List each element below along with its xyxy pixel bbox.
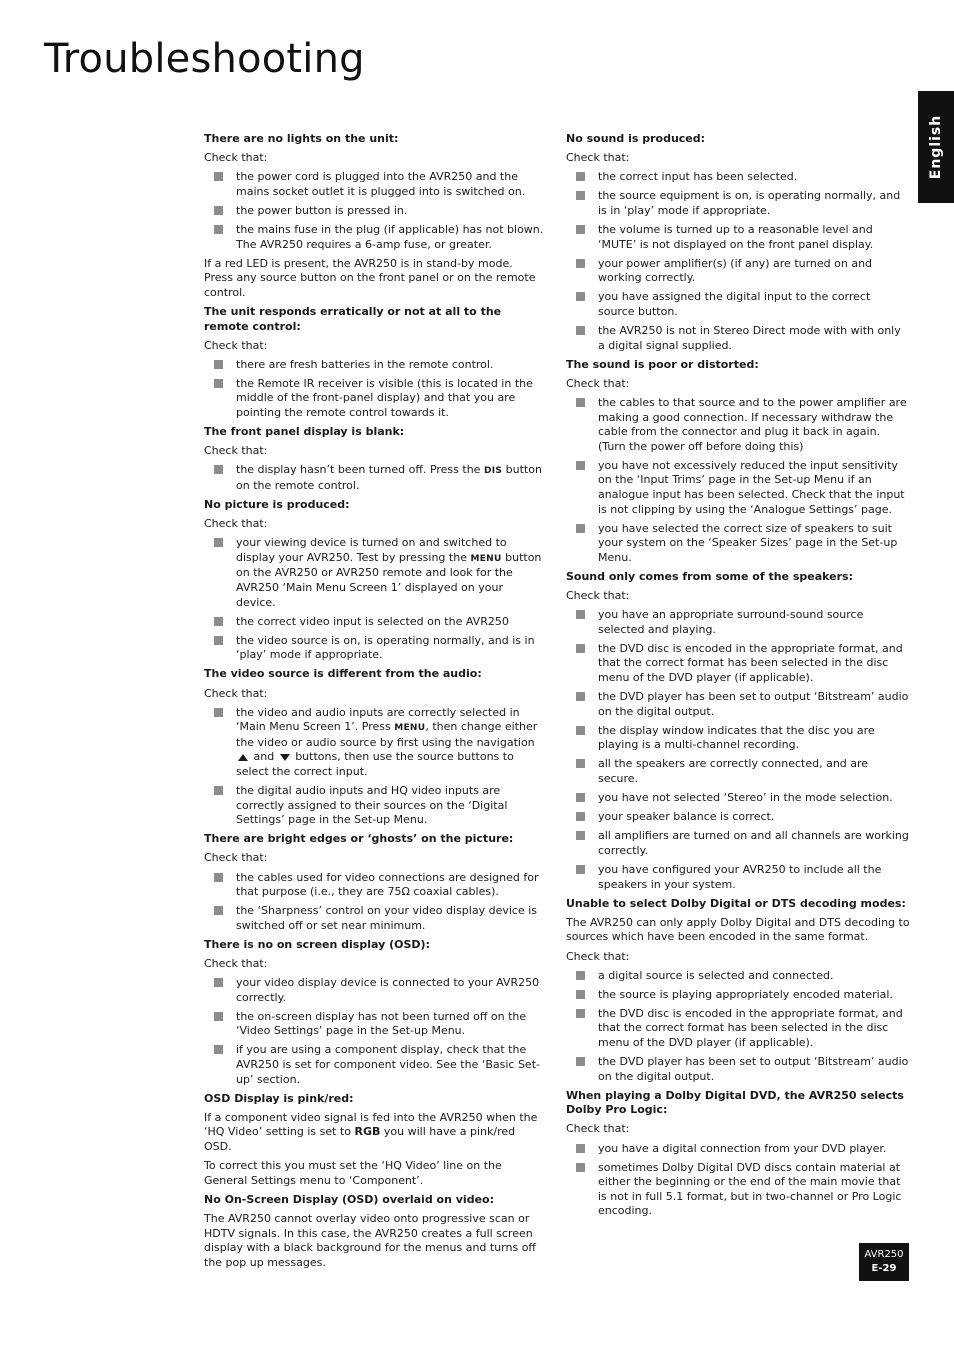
bullet-square-icon: [576, 759, 585, 768]
check-that-label: Check that:: [204, 338, 268, 352]
language-tab-label: English: [928, 114, 944, 180]
checklist: [204, 358, 544, 421]
list-item: the DVD disc is encoded in the appropriate format, and that the correct format has been selected in the disc menu of the DVD player (if applicable).: [566, 1007, 910, 1051]
list-item: the correct video input is selected on the AVR250: [204, 615, 544, 630]
list-item: there are fresh batteries in the remote control.: [204, 358, 544, 373]
list-item: you have a digital connection from your DVD player.: [566, 1142, 910, 1157]
list-item: you have selected the correct size of speakers to suit your system on the ‘Speaker Sizes’ page in the Set-up Menu.: [566, 522, 910, 566]
bullet-square-icon: [576, 692, 585, 701]
bullet-square-icon: [214, 786, 223, 795]
list-item: the cables to that source and to the power amplifier are making a good connection. If necessary withdraw the cable from the connector and plug it back in again. (Turn the power off before doing this): [566, 396, 910, 454]
list-item: your viewing device is turned on and switched to display your AVR250. Test by pressing the MENU button on the AVR250 or AVR250 remote and look for the AVR250 ‘Main Menu Screen 1’ displayed on your device.: [204, 536, 544, 610]
list-item: your speaker balance is correct.: [566, 810, 910, 825]
list-item: the AVR250 is not in Stereo Direct mode with with only a digital signal supplied.: [566, 324, 910, 353]
list-item: the DVD disc is encoded in the appropriate format, and that the correct format has been selected in the disc menu of the DVD player (if applicable).: [566, 642, 910, 686]
checklist: [204, 976, 544, 1087]
check-that-label: Check that:: [204, 151, 268, 165]
bullet-square-icon: [214, 172, 223, 181]
bullet-square-icon: [214, 465, 223, 474]
bullet-square-icon: [576, 1057, 585, 1066]
bullet-square-icon: [576, 990, 585, 999]
list-item: you have not selected ‘Stereo’ in the mode selection.: [566, 791, 910, 806]
check-that-label: Check that:: [566, 949, 630, 963]
paragraph: If a red LED is present, the AVR250 is in stand-by mode. Press any source button on the front panel or on the remote control.: [204, 256, 536, 299]
checklist: [204, 706, 544, 828]
list-item: all amplifiers are turned on and all channels are working correctly.: [566, 829, 910, 858]
list-item: the power button is pressed in.: [204, 204, 544, 219]
bullet-square-icon: [576, 292, 585, 301]
menu-key-label: MENU: [470, 553, 502, 564]
list-item: you have an appropriate surround-sound source selected and playing.: [566, 608, 910, 637]
list-item: the source equipment is on, is operating normally, and is in ‘play’ mode if appropriate.: [566, 189, 910, 218]
check-that-label: Check that:: [566, 1122, 630, 1136]
list-item: the video and audio inputs are correctly selected in ‘Main Menu Screen 1’. Press MENU, then change either the video or audio source by first using the navigation and buttons, then use the source buttons to select the correct input.: [204, 706, 544, 780]
section-heading: No picture is produced:: [204, 497, 350, 511]
dis-key-label: DIS: [483, 466, 503, 477]
bullet-square-icon: [576, 644, 585, 653]
section-heading: Sound only comes from some of the speakers:: [566, 569, 854, 583]
bullet-square-icon: [214, 538, 223, 547]
section-heading: No sound is produced:: [566, 132, 706, 145]
section-heading: The unit responds erratically or not at all to the remote control:: [204, 304, 502, 333]
list-item: the digital audio inputs and HQ video inputs are correctly assigned to their sources on the ‘Digital Settings’ page in the Set-up Menu.: [204, 784, 544, 828]
bullet-square-icon: [214, 1045, 223, 1054]
list-item: you have assigned the digital input to the correct source button.: [566, 290, 910, 319]
section-heading: The front panel display is blank:: [204, 425, 405, 439]
arrow-down-icon: [280, 754, 290, 761]
section-heading: There are no lights on the unit:: [204, 132, 399, 145]
check-that-label: Check that:: [204, 851, 268, 865]
left-column: [204, 132, 544, 1275]
paragraph: To correct this you must set the ‘HQ Video’ line on the General Settings menu to ‘Component’.: [204, 1159, 502, 1187]
list-item: the on-screen display has not been turned off on the ‘Video Settings’ page in the Set-up Menu.: [204, 1010, 544, 1039]
bullet-square-icon: [576, 726, 585, 735]
bullet-square-icon: [576, 812, 585, 821]
list-item: you have not excessively reduced the input sensitivity on the ‘Input Trims’ page in the Set-up Menu if an analogue input has been selected. Check that the input is not clipping by using the ‘Analogue Settings’ page.: [566, 459, 910, 517]
check-that-label: Check that:: [566, 589, 630, 603]
checklist: [204, 463, 544, 493]
bullet-square-icon: [576, 971, 585, 980]
bullet-square-icon: [214, 708, 223, 717]
bullet-square-icon: [576, 1009, 585, 1018]
list-item: the cables used for video connections are designed for that purpose (i.e., they are 75Ω coaxial cables).: [204, 871, 544, 900]
bullet-square-icon: [576, 326, 585, 335]
bullet-square-icon: [576, 191, 585, 200]
page-title: Troubleshooting: [44, 36, 365, 82]
list-item: the mains fuse in the plug (if applicable) has not blown. The AVR250 requires a 6-amp fuse, or greater.: [204, 223, 544, 252]
list-item: the correct input has been selected.: [566, 170, 910, 185]
checklist: [566, 969, 910, 1085]
paragraph: The AVR250 cannot overlay video onto progressive scan or HDTV signals. In this case, the AVR250 creates a full screen display with a black background for the menus and turns off the pop up messages.: [204, 1211, 537, 1269]
footer-page-number: E-29: [871, 1263, 897, 1274]
check-that-label: Check that:: [204, 957, 268, 970]
bullet-square-icon: [214, 617, 223, 626]
section-heading: OSD Display is pink/red:: [204, 1091, 354, 1105]
language-tab: [918, 91, 954, 203]
bullet-square-icon: [214, 873, 223, 882]
page-number-badge: [859, 1243, 909, 1281]
menu-key-label: MENU: [394, 723, 426, 734]
check-that-label: Check that:: [566, 151, 630, 165]
bullet-square-icon: [576, 259, 585, 268]
bullet-square-icon: [576, 831, 585, 840]
bullet-square-icon: [214, 906, 223, 915]
list-item: if you are using a component display, check that the AVR250 is set for component video. See the ‘Basic Set-up’ section.: [204, 1043, 544, 1087]
check-that-label: Check that:: [566, 376, 630, 390]
bullet-square-icon: [214, 206, 223, 215]
checklist: [566, 1142, 910, 1219]
list-item: your video display device is connected to your AVR250 correctly.: [204, 976, 544, 1005]
checklist: [204, 871, 544, 934]
list-item: sometimes Dolby Digital DVD discs contain material at either the beginning or the end of the main movie that is not in full 5.1 format, but in two-channel or Pro Logic encoding.: [566, 1161, 910, 1219]
checklist: [566, 608, 910, 892]
paragraph: If a component video signal is fed into the AVR250 when the ‘HQ Video’ setting is set to RGB you will have a pink/red OSD.: [204, 1110, 538, 1154]
section-heading: The video source is different from the audio:: [204, 667, 482, 681]
list-item: your power amplifier(s) (if any) are turned on and working correctly.: [566, 257, 910, 286]
list-item: the display hasn’t been turned off. Press the DIS button on the remote control.: [204, 463, 544, 493]
check-that-label: Check that:: [204, 517, 268, 531]
footer-model: AVR250: [864, 1249, 904, 1260]
bullet-square-icon: [576, 865, 585, 874]
bullet-square-icon: [214, 360, 223, 369]
bullet-square-icon: [214, 978, 223, 987]
list-item: the display window indicates that the disc you are playing is a multi-channel recording.: [566, 724, 910, 753]
list-item: the DVD player has been set to output ‘Bitstream’ audio on the digital output.: [566, 1055, 910, 1084]
checklist: [566, 170, 910, 353]
section-heading: The sound is poor or distorted:: [566, 357, 759, 371]
section-heading: Unable to select Dolby Digital or DTS decoding modes:: [566, 896, 906, 910]
bullet-square-icon: [576, 1144, 585, 1153]
list-item: the ‘Sharpness’ control on your video display device is switched off or set near minimum.: [204, 904, 544, 933]
list-item: the DVD player has been set to output ‘Bitstream’ audio on the digital output.: [566, 690, 910, 719]
section-heading: There is no on screen display (OSD):: [204, 937, 430, 951]
bullet-square-icon: [214, 379, 223, 388]
list-item: the power cord is plugged into the AVR250 and the mains socket outlet it is plugged into is switched on.: [204, 170, 544, 199]
section-heading: When playing a Dolby Digital DVD, the AVR250 selects Dolby Pro Logic:: [566, 1088, 904, 1117]
bullet-square-icon: [576, 461, 585, 470]
list-item: all the speakers are correctly connected, and are secure.: [566, 757, 910, 786]
bullet-square-icon: [576, 524, 585, 533]
rgb-label: RGB: [354, 1125, 381, 1139]
list-item: you have configured your AVR250 to include all the speakers in your system.: [566, 863, 910, 892]
bullet-square-icon: [214, 225, 223, 234]
section-heading: There are bright edges or ‘ghosts’ on the picture:: [204, 832, 514, 846]
section-heading: No On-Screen Display (OSD) overlaid on video:: [204, 1192, 494, 1206]
check-that-label: Check that:: [204, 686, 268, 700]
bullet-square-icon: [576, 610, 585, 619]
paragraph: The AVR250 can only apply Dolby Digital and DTS decoding to sources which have been encoded in the same format.: [566, 915, 910, 944]
bullet-square-icon: [576, 793, 585, 802]
arrow-up-icon: [238, 754, 248, 761]
checklist: [204, 536, 544, 663]
list-item: the Remote IR receiver is visible (this is located in the middle of the front-panel display) and that you are pointing the remote control towards it.: [204, 377, 544, 421]
checklist: [566, 396, 910, 566]
list-item: a digital source is selected and connected.: [566, 969, 910, 984]
bullet-square-icon: [576, 225, 585, 234]
bullet-square-icon: [214, 636, 223, 645]
checklist: [204, 170, 544, 252]
bullet-square-icon: [576, 172, 585, 181]
bullet-square-icon: [576, 398, 585, 407]
bullet-square-icon: [576, 1163, 585, 1172]
right-column: [566, 132, 910, 1224]
list-item: the volume is turned up to a reasonable level and ‘MUTE’ is not displayed on the front panel display.: [566, 223, 910, 252]
check-that-label: Check that:: [204, 444, 268, 458]
bullet-square-icon: [214, 1012, 223, 1021]
list-item: the video source is on, is operating normally, and is in ‘play’ mode if appropriate.: [204, 634, 544, 663]
list-item: the source is playing appropriately encoded material.: [566, 988, 910, 1003]
